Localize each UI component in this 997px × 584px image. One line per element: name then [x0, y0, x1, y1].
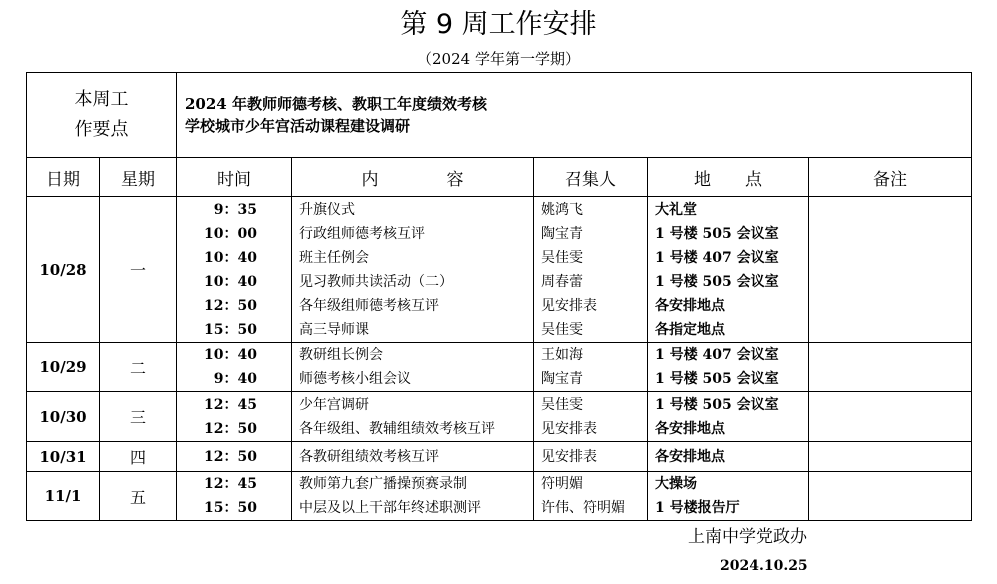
header-row	[27, 158, 972, 197]
event-content: 高三导师课	[299, 321, 369, 338]
day-date-cell: 10/28	[27, 197, 100, 343]
event-convener: 吴佳雯	[541, 249, 583, 266]
day-content-cell	[292, 197, 534, 343]
header-time: 时间	[177, 158, 292, 197]
day-date-cell: 11/1	[27, 472, 100, 521]
day-remarks-cell	[809, 392, 972, 442]
key-points-row	[27, 73, 972, 158]
event-convener: 姚鸿飞	[541, 201, 583, 218]
day-date-cell: 10/30	[27, 392, 100, 442]
day-weekday-cell: 二	[100, 343, 177, 392]
day-convener-cell	[534, 442, 648, 472]
day-row	[27, 442, 972, 472]
event-time: 15：50	[204, 500, 257, 516]
event-location: 1 号楼 505 会议室	[655, 225, 779, 242]
day-convener-cell	[534, 197, 648, 343]
header-date: 日期	[27, 158, 100, 197]
header-content: 内 容	[292, 158, 534, 197]
event-location: 大礼堂	[655, 201, 697, 218]
day-remarks-cell	[809, 472, 972, 521]
day-remarks-cell	[809, 442, 972, 472]
day-time-cell	[177, 197, 292, 343]
event-content: 各年级组、教辅组绩效考核互评	[299, 420, 495, 437]
event-convener: 陶宝青	[541, 225, 583, 242]
footer-date: 2024.10.25	[720, 558, 808, 574]
footer-organization: 上南中学党政办	[688, 527, 807, 547]
day-location-cell	[648, 197, 809, 343]
event-time: 10：40	[204, 249, 257, 266]
event-time: 10：40	[204, 273, 257, 290]
day-weekday-cell: 三	[100, 392, 177, 442]
event-location: 1 号楼 505 会议室	[655, 396, 779, 413]
schedule-body	[27, 73, 972, 521]
event-content: 各年级组师德考核互评	[299, 297, 439, 314]
event-time: 10：00	[204, 225, 257, 242]
event-convener: 见安排表	[541, 448, 597, 465]
event-convener: 许伟、符明媚	[541, 500, 625, 516]
day-row	[27, 343, 972, 392]
event-time: 9：35	[213, 201, 257, 218]
day-row	[27, 197, 972, 343]
key-points-content	[177, 73, 972, 158]
event-content: 见习教师共读活动（二）	[299, 273, 453, 290]
key-points-label	[27, 73, 177, 158]
day-row	[27, 472, 972, 521]
page-subtitle: （2024 学年第一学期）	[417, 50, 580, 68]
event-location: 各安排地点	[655, 420, 725, 437]
day-weekday-cell: 五	[100, 472, 177, 521]
event-location: 各指定地点	[655, 321, 725, 338]
event-content: 升旗仪式	[299, 201, 355, 218]
day-time-cell	[177, 392, 292, 442]
event-location: 1 号楼 505 会议室	[655, 371, 779, 387]
day-location-cell	[648, 392, 809, 442]
day-location-cell	[648, 442, 809, 472]
event-time: 10：40	[204, 347, 257, 363]
day-time-cell	[177, 442, 292, 472]
event-location: 大操场	[655, 476, 697, 492]
key-points-label-line1: 本周工	[74, 89, 129, 110]
day-convener-cell	[534, 343, 648, 392]
event-convener: 见安排表	[541, 420, 597, 437]
event-content: 中层及以上干部年终述职测评	[299, 500, 481, 516]
day-row	[27, 392, 972, 442]
event-location: 各安排地点	[655, 297, 725, 314]
event-location: 1 号楼 407 会议室	[655, 347, 779, 363]
key-points-label-line2: 作要点	[74, 119, 129, 140]
event-content: 教师第九套广播操预赛录制	[299, 476, 467, 492]
event-convener: 吴佳雯	[541, 321, 583, 338]
day-time-cell	[177, 472, 292, 521]
header-convener: 召集人	[534, 158, 648, 197]
event-location: 1 号楼 505 会议室	[655, 273, 779, 290]
day-convener-cell	[534, 392, 648, 442]
event-convener: 见安排表	[541, 297, 597, 314]
event-content: 行政组师德考核互评	[299, 225, 425, 242]
event-content: 师德考核小组会议	[299, 371, 411, 387]
schedule-table	[26, 72, 972, 521]
day-content-cell	[292, 392, 534, 442]
day-weekday-cell: 四	[100, 442, 177, 472]
key-point-item: 2024 年教师师德考核、教职工年度绩效考核	[185, 95, 487, 113]
event-time: 12：50	[204, 420, 257, 437]
event-content: 教研组长例会	[299, 347, 383, 363]
event-time: 15：50	[204, 321, 257, 338]
event-time: 12：50	[204, 297, 257, 314]
header-location: 地 点	[648, 158, 809, 197]
event-convener: 吴佳雯	[541, 396, 583, 413]
day-date-cell: 10/29	[27, 343, 100, 392]
day-location-cell	[648, 343, 809, 392]
day-content-cell	[292, 442, 534, 472]
day-content-cell	[292, 472, 534, 521]
day-remarks-cell	[809, 343, 972, 392]
day-time-cell	[177, 343, 292, 392]
event-content: 班主任例会	[299, 249, 369, 266]
event-convener: 王如海	[541, 347, 583, 363]
event-convener: 陶宝青	[541, 371, 583, 387]
event-location: 1 号楼报告厅	[655, 500, 740, 516]
event-time: 12：45	[204, 476, 257, 492]
event-time: 12：45	[204, 396, 257, 413]
day-location-cell	[648, 472, 809, 521]
key-point-item: 学校城市少年宫活动课程建设调研	[185, 117, 411, 135]
event-content: 少年宫调研	[299, 396, 369, 413]
day-convener-cell	[534, 472, 648, 521]
event-location: 各安排地点	[655, 448, 725, 465]
page-title: 第 9 周工作安排	[400, 9, 597, 40]
day-remarks-cell	[809, 197, 972, 343]
event-content: 各教研组绩效考核互评	[299, 448, 439, 465]
header-weekday: 星期	[100, 158, 177, 197]
day-date-cell: 10/31	[27, 442, 100, 472]
header-remarks: 备注	[809, 158, 972, 197]
event-time: 12：50	[204, 448, 257, 465]
day-content-cell	[292, 343, 534, 392]
event-location: 1 号楼 407 会议室	[655, 249, 779, 266]
event-convener: 符明媚	[541, 476, 583, 492]
day-weekday-cell: 一	[100, 197, 177, 343]
event-time: 9：40	[213, 371, 257, 387]
event-convener: 周春蕾	[541, 273, 583, 290]
